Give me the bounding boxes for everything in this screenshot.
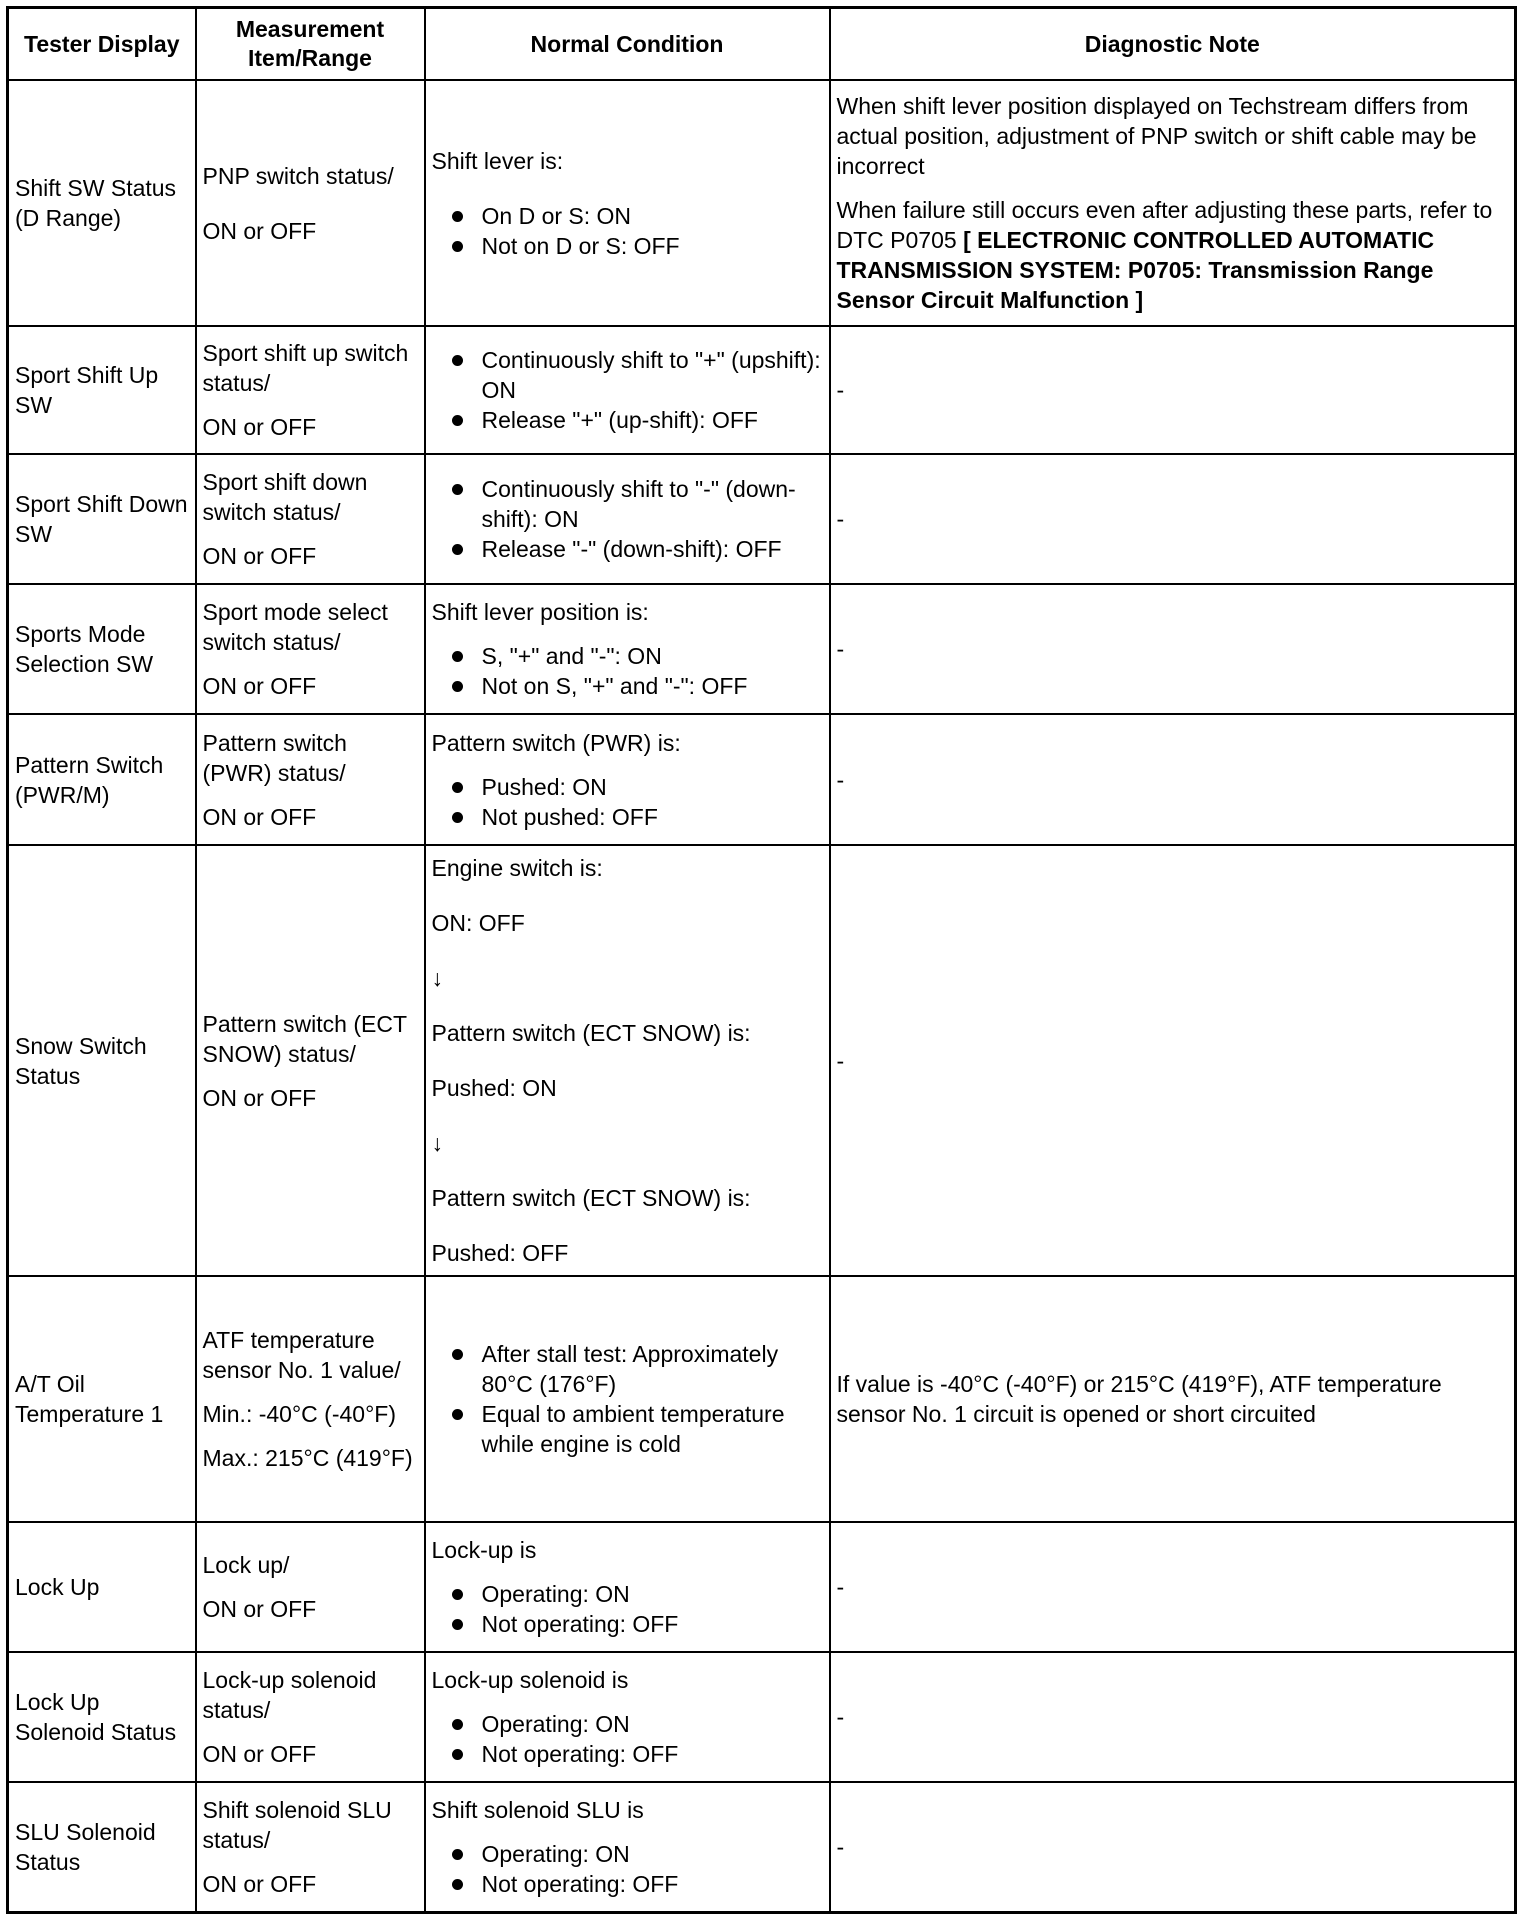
cell-tester-display: SLU Solenoid Status [8,1782,196,1912]
table-row [8,1782,1516,1912]
measurement-line: ON or OFF [202,414,317,440]
measurement-line: Max.: 215°C (419°F) [202,1445,413,1471]
measurement-line: Sport shift down switch status/ [202,469,368,525]
normal-bullet: Release "+" (up-shift): OFF [432,405,823,435]
table-row [8,584,1516,714]
measurement-line: ON or OFF [202,1596,317,1622]
measurement-line: PNP switch status/ [202,162,394,189]
table-row [8,1276,1516,1522]
cell-normal-condition [425,584,830,714]
dtc-reference-link[interactable]: [ ELECTRONIC CONTROLLED AUTOMATIC TRANSMISSION SYSTEM: P0705: Transmission Range Sensor Circuit Malfunction ] [836,227,1435,313]
down-arrow-icon: ↓ [431,1130,443,1156]
measurement-line: ON or OFF [202,217,317,244]
table-row [8,326,1516,454]
normal-bullet: Not operating: OFF [432,1739,823,1769]
cell-tester-display: Pattern Switch (PWR/M) [8,714,196,845]
measurement-line: Sport mode select switch status/ [202,599,388,655]
normal-intro: Shift lever position is: [431,599,649,625]
cell-measurement [196,1652,425,1782]
measurement-line: Pattern switch (ECT SNOW) status/ [202,1010,407,1067]
normal-bullet: Equal to ambient temperature while engine is cold [432,1399,823,1459]
normal-line: Pattern switch (ECT SNOW) is: [431,1020,751,1046]
normal-bullet: Not operating: OFF [432,1609,823,1639]
cell-normal-condition [425,1652,830,1782]
normal-intro: Shift solenoid SLU is [431,1796,644,1823]
header-normal-condition: Normal Condition [425,8,830,81]
normal-bullet: Operating: ON [432,1709,823,1739]
cell-tester-display: Snow Switch Status [8,845,196,1276]
measurement-line: Sport shift up switch status/ [202,340,409,396]
table-row [8,80,1516,326]
measurement-line: ON or OFF [202,673,317,699]
normal-bullet: Operating: ON [432,1839,823,1869]
measurement-line: ON or OFF [202,543,317,569]
table-row [8,1522,1516,1652]
measurement-line: Lock up/ [202,1552,290,1578]
cell-normal-condition [425,1276,830,1522]
measurement-line: ON or OFF [202,1741,317,1767]
normal-line: Pushed: ON [431,1075,557,1101]
normal-intro: Lock-up is [431,1537,537,1563]
cell-normal-condition [425,845,830,1276]
table-row [8,714,1516,845]
cell-tester-display: Sports Mode Selection SW [8,584,196,714]
cell-normal-condition [425,1782,830,1912]
normal-bullet: Continuously shift to "-" (down-shift): ON [432,474,823,534]
measurement-line: ATF temperature sensor No. 1 value/ [202,1327,401,1383]
cell-tester-display: Shift SW Status (D Range) [8,80,196,326]
cell-tester-display: Sport Shift Down SW [8,454,196,584]
normal-line: Engine switch is: [431,855,603,881]
table-row [8,1652,1516,1782]
normal-bullet: Pushed: ON [432,772,823,802]
cell-tester-display: Sport Shift Up SW [8,326,196,454]
normal-bullet: Release "-" (down-shift): OFF [432,534,823,564]
cell-diagnostic-note [830,80,1516,326]
measurement-line: Min.: -40°C (-40°F) [202,1401,396,1427]
cell-normal-condition [425,326,830,454]
header-tester-display: Tester Display [8,8,196,81]
note-paragraph: When shift lever position displayed on Techstream differs from actual position, adjustment of PNP switch or shift cable may be incorrect [836,93,1477,179]
normal-intro: Pattern switch (PWR) is: [431,729,681,756]
normal-bullet: S, "+" and "-": ON [432,641,823,671]
normal-intro: Shift lever is: [431,147,564,174]
cell-measurement [196,454,425,584]
normal-bullet: Continuously shift to "+" (upshift): ON [432,345,823,405]
cell-measurement [196,1782,425,1912]
measurement-line: Lock-up solenoid status/ [202,1667,377,1723]
cell-measurement [196,845,425,1276]
cell-tester-display: Lock Up [8,1522,196,1652]
header-diagnostic-note: Diagnostic Note [830,8,1516,81]
measurement-line: Shift solenoid SLU status/ [202,1796,392,1853]
cell-diagnostic-note: - [830,1782,1516,1912]
cell-diagnostic-note: - [830,454,1516,584]
note-ref-prefix: When failure still occurs even after adjusting these parts, refer to DTC P0705 [836,197,1493,253]
measurement-line: ON or OFF [202,1870,317,1897]
normal-bullet: Not operating: OFF [432,1869,823,1899]
cell-tester-display: Lock Up Solenoid Status [8,1652,196,1782]
cell-measurement [196,1522,425,1652]
cell-measurement [196,1276,425,1522]
cell-diagnostic-note: - [830,845,1516,1276]
normal-bullet: Operating: ON [432,1579,823,1609]
cell-measurement [196,80,425,326]
normal-intro: Lock-up solenoid is [431,1667,629,1693]
cell-diagnostic-note: - [830,714,1516,845]
normal-bullet: After stall test: Approximately 80°C (176°F) [432,1339,823,1399]
cell-measurement [196,584,425,714]
measurement-line: Pattern switch (PWR) status/ [202,729,347,786]
note-paragraph [837,195,1509,315]
header-measurement: Measurement Item/Range [196,8,425,81]
measurement-line: ON or OFF [202,1084,317,1111]
header-row [8,8,1516,81]
table-row [8,845,1516,1276]
cell-diagnostic-note: - [830,584,1516,714]
cell-diagnostic-note: - [830,326,1516,454]
cell-normal-condition [425,454,830,584]
cell-normal-condition [425,1522,830,1652]
measurement-line: ON or OFF [202,803,317,830]
normal-bullet: Not on D or S: OFF [432,231,823,261]
cell-diagnostic-note: - [830,1522,1516,1652]
normal-bullet: Not on S, "+" and "-": OFF [432,671,823,701]
normal-bullet: On D or S: ON [432,201,823,231]
normal-line: Pushed: OFF [431,1240,569,1266]
cell-tester-display: A/T Oil Temperature 1 [8,1276,196,1522]
normal-line: ON: OFF [431,910,525,936]
cell-normal-condition [425,714,830,845]
data-list-table [6,6,1517,1914]
cell-diagnostic-note: - [830,1652,1516,1782]
normal-line: Pattern switch (ECT SNOW) is: [431,1185,751,1211]
cell-normal-condition [425,80,830,326]
down-arrow-icon: ↓ [431,965,443,991]
normal-bullet: Not pushed: OFF [432,802,823,832]
cell-diagnostic-note: If value is -40°C (-40°F) or 215°C (419°F), ATF temperature sensor No. 1 circuit is opened or short circuited [830,1276,1516,1522]
table-row [8,454,1516,584]
cell-measurement [196,714,425,845]
cell-measurement [196,326,425,454]
